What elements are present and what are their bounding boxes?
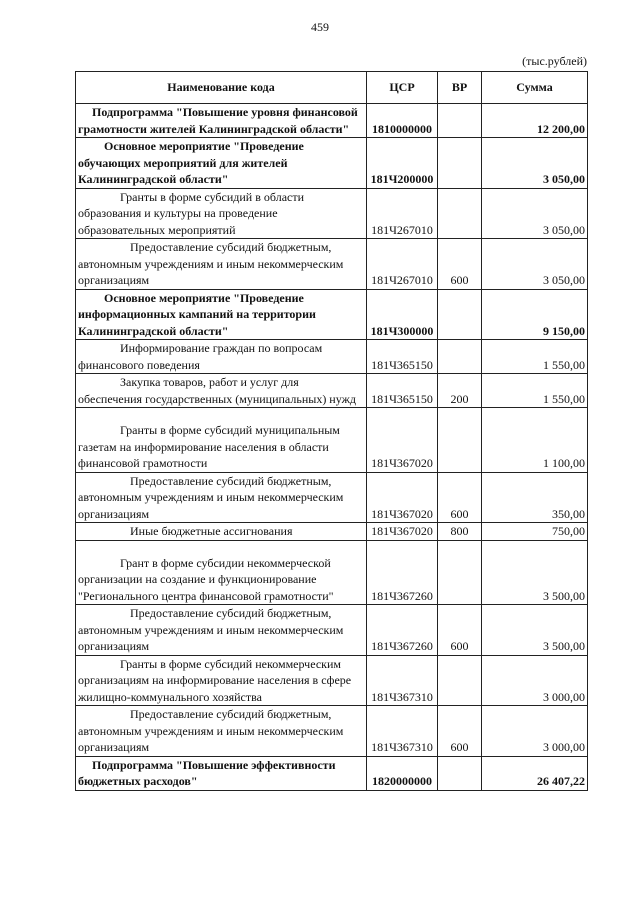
row-name: Гранты в форме субсидий некоммерческим организациям на информирование населения в сфере жилищно-коммунального хозяйства bbox=[76, 655, 367, 706]
row-vr: 600 bbox=[438, 605, 482, 656]
row-name: Подпрограмма "Повышение уровня финансовой грамотности жителей Калининградской области" bbox=[76, 104, 367, 138]
row-name: Предоставление субсидий бюджетным, автономным учреждениям и иным некоммерческим организациям bbox=[76, 472, 367, 523]
table-row bbox=[76, 605, 588, 656]
row-csr: 181Ч300000 bbox=[367, 289, 438, 340]
row-vr bbox=[438, 340, 482, 374]
row-sum: 3 500,00 bbox=[482, 540, 588, 605]
row-csr: 181Ч367260 bbox=[367, 540, 438, 605]
row-name: Грант в форме субсидии некоммерческой организации на создание и функционирование "Регионального центра финансовой грамотности" bbox=[76, 540, 367, 605]
row-vr: 600 bbox=[438, 706, 482, 757]
header-sum: Сумма bbox=[482, 72, 588, 104]
row-csr: 181Ч367260 bbox=[367, 605, 438, 656]
row-name: Подпрограмма "Повышение эффективности бюджетных расходов" bbox=[76, 756, 367, 790]
table-row bbox=[76, 540, 588, 605]
row-sum: 3 050,00 bbox=[482, 138, 588, 189]
row-vr: 600 bbox=[438, 239, 482, 290]
table-row bbox=[76, 472, 588, 523]
table-row bbox=[76, 289, 588, 340]
table-row bbox=[76, 104, 588, 138]
row-csr: 181Ч365150 bbox=[367, 374, 438, 408]
row-vr: 600 bbox=[438, 472, 482, 523]
row-vr: 800 bbox=[438, 523, 482, 541]
header-vr: ВР bbox=[438, 72, 482, 104]
row-csr: 181Ч267010 bbox=[367, 188, 438, 239]
row-name: Основное мероприятие "Проведение обучающих мероприятий для жителей Калининградской области" bbox=[76, 138, 367, 189]
row-sum: 3 500,00 bbox=[482, 605, 588, 656]
row-name: Предоставление субсидий бюджетным, автономным учреждениям и иным некоммерческим организациям bbox=[76, 706, 367, 757]
table-header-row bbox=[76, 72, 588, 104]
page-number: 459 bbox=[311, 20, 329, 34]
row-vr bbox=[438, 540, 482, 605]
row-csr: 1820000000 bbox=[367, 756, 438, 790]
table-row bbox=[76, 655, 588, 706]
row-name: Предоставление субсидий бюджетным, автономным учреждениям и иным некоммерческим организациям bbox=[76, 239, 367, 290]
table-row bbox=[76, 340, 588, 374]
row-name: Гранты в форме субсидий муниципальным газетам на информирование населения в области финансовой грамотности bbox=[76, 408, 367, 473]
row-vr bbox=[438, 188, 482, 239]
table-row bbox=[76, 706, 588, 757]
row-sum: 3 000,00 bbox=[482, 655, 588, 706]
row-name: Предоставление субсидий бюджетным, автономным учреждениям и иным некоммерческим организациям bbox=[76, 605, 367, 656]
header-csr: ЦСР bbox=[367, 72, 438, 104]
header-name: Наименование кода bbox=[76, 72, 367, 104]
table-row bbox=[76, 523, 588, 541]
row-vr: 200 bbox=[438, 374, 482, 408]
row-name: Информирование граждан по вопросам финансового поведения bbox=[76, 340, 367, 374]
row-csr: 181Ч367020 bbox=[367, 523, 438, 541]
row-csr: 181Ч267010 bbox=[367, 239, 438, 290]
row-csr: 1810000000 bbox=[367, 104, 438, 138]
row-csr: 181Ч367020 bbox=[367, 408, 438, 473]
row-sum: 3 050,00 bbox=[482, 188, 588, 239]
row-sum: 750,00 bbox=[482, 523, 588, 541]
table-row bbox=[76, 374, 588, 408]
row-name: Гранты в форме субсидий в области образования и культуры на проведение образовательных мероприятий bbox=[76, 188, 367, 239]
row-sum: 3 000,00 bbox=[482, 706, 588, 757]
row-sum: 12 200,00 bbox=[482, 104, 588, 138]
row-vr bbox=[438, 408, 482, 473]
row-name: Основное мероприятие "Проведение информационных кампаний на территории Калининградской области" bbox=[76, 289, 367, 340]
row-sum: 26 407,22 bbox=[482, 756, 588, 790]
row-name: Закупка товаров, работ и услуг для обеспечения государственных (муниципальных) нужд bbox=[76, 374, 367, 408]
row-vr bbox=[438, 104, 482, 138]
table-row bbox=[76, 408, 588, 473]
row-name: Иные бюджетные ассигнования bbox=[76, 523, 367, 541]
row-csr: 181Ч365150 bbox=[367, 340, 438, 374]
budget-table bbox=[75, 71, 588, 791]
row-csr: 181Ч367310 bbox=[367, 655, 438, 706]
row-sum: 3 050,00 bbox=[482, 239, 588, 290]
row-sum: 9 150,00 bbox=[482, 289, 588, 340]
table-row bbox=[76, 138, 588, 189]
row-csr: 181Ч367310 bbox=[367, 706, 438, 757]
row-sum: 1 100,00 bbox=[482, 408, 588, 473]
row-csr: 181Ч367020 bbox=[367, 472, 438, 523]
row-sum: 350,00 bbox=[482, 472, 588, 523]
row-sum: 1 550,00 bbox=[482, 374, 588, 408]
row-vr bbox=[438, 756, 482, 790]
table-row bbox=[76, 239, 588, 290]
row-sum: 1 550,00 bbox=[482, 340, 588, 374]
row-vr bbox=[438, 655, 482, 706]
table-row bbox=[76, 756, 588, 790]
row-csr: 181Ч200000 bbox=[367, 138, 438, 189]
row-vr bbox=[438, 138, 482, 189]
units-label: (тыс.рублей) bbox=[522, 54, 587, 68]
table-row bbox=[76, 188, 588, 239]
row-vr bbox=[438, 289, 482, 340]
